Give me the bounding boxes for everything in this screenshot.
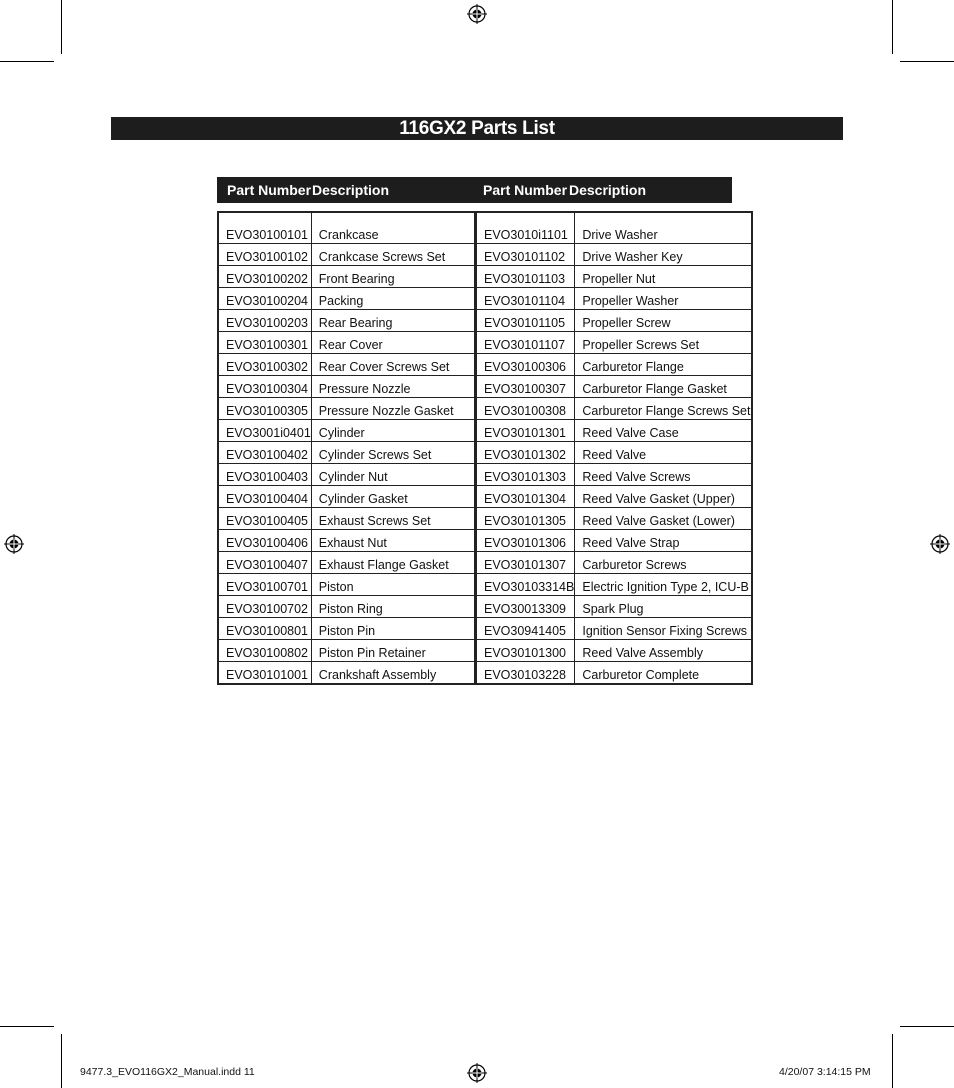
part-number-cell: EVO30100204 xyxy=(218,288,311,310)
description-cell: Exhaust Screws Set xyxy=(311,508,475,530)
table-row xyxy=(218,508,475,530)
table-row xyxy=(476,464,752,486)
description-cell: Reed Valve Gasket (Lower) xyxy=(575,508,752,530)
crop-mark xyxy=(900,1026,954,1027)
table-row xyxy=(218,486,475,508)
crop-mark xyxy=(900,61,954,62)
part-number-cell: EVO30100101 xyxy=(218,212,311,244)
parts-table-right xyxy=(475,211,753,685)
description-cell: Reed Valve Strap xyxy=(575,530,752,552)
description-cell: Rear Cover Screws Set xyxy=(311,354,475,376)
table-row xyxy=(218,212,475,244)
description-cell: Carburetor Flange Screws Set xyxy=(575,398,752,420)
part-number-cell: EVO30100402 xyxy=(218,442,311,464)
description-cell: Propeller Screw xyxy=(575,310,752,332)
part-number-cell: EVO30103228 xyxy=(476,662,575,685)
table-row xyxy=(218,310,475,332)
part-number-cell: EVO30100701 xyxy=(218,574,311,596)
part-number-cell: EVO30100405 xyxy=(218,508,311,530)
description-cell: Piston xyxy=(311,574,475,596)
description-cell: Carburetor Flange Gasket xyxy=(575,376,752,398)
part-number-cell: EVO30101001 xyxy=(218,662,311,685)
part-number-cell: EVO30101302 xyxy=(476,442,575,464)
description-cell: Drive Washer Key xyxy=(575,244,752,266)
description-cell: Reed Valve Screws xyxy=(575,464,752,486)
table-row xyxy=(218,618,475,640)
part-number-cell: EVO30101107 xyxy=(476,332,575,354)
table-row xyxy=(218,464,475,486)
registration-mark-icon xyxy=(467,1063,487,1083)
page-title: 116GX2 Parts List xyxy=(111,117,843,140)
part-number-cell: EVO30101300 xyxy=(476,640,575,662)
part-number-cell: EVO30100307 xyxy=(476,376,575,398)
file-slug: 9477.3_EVO116GX2_Manual.indd 11 xyxy=(80,1066,255,1078)
description-cell: Reed Valve Case xyxy=(575,420,752,442)
description-cell: Cylinder Nut xyxy=(311,464,475,486)
description-cell: Piston Ring xyxy=(311,596,475,618)
crop-mark xyxy=(892,0,893,54)
part-number-cell: EVO30100203 xyxy=(218,310,311,332)
table-row xyxy=(218,574,475,596)
part-number-cell: EVO30100202 xyxy=(218,266,311,288)
part-number-cell: EVO30103314B xyxy=(476,574,575,596)
description-cell: Pressure Nozzle Gasket xyxy=(311,398,475,420)
description-cell: Exhaust Flange Gasket xyxy=(311,552,475,574)
description-cell: Crankcase Screws Set xyxy=(311,244,475,266)
crop-mark xyxy=(0,61,54,62)
description-cell: Carburetor Complete xyxy=(575,662,752,685)
table-row xyxy=(476,288,752,310)
part-number-cell: EVO30101102 xyxy=(476,244,575,266)
description-cell: Carburetor Flange xyxy=(575,354,752,376)
table-row xyxy=(476,376,752,398)
part-number-cell: EVO30100404 xyxy=(218,486,311,508)
table-row xyxy=(218,530,475,552)
description-cell: Reed Valve Gasket (Upper) xyxy=(575,486,752,508)
part-number-cell: EVO30100406 xyxy=(218,530,311,552)
header-part-number-right: Part Number xyxy=(483,182,568,198)
description-cell: Cylinder Gasket xyxy=(311,486,475,508)
part-number-cell: EVO30100702 xyxy=(218,596,311,618)
part-number-cell: EVO3010i1101 xyxy=(476,212,575,244)
description-cell: Crankcase xyxy=(311,212,475,244)
table-row xyxy=(218,420,475,442)
registration-mark-icon xyxy=(4,534,24,554)
registration-mark-icon xyxy=(930,534,950,554)
part-number-cell: EVO30100306 xyxy=(476,354,575,376)
table-row xyxy=(476,486,752,508)
part-number-cell: EVO30101304 xyxy=(476,486,575,508)
registration-mark-icon xyxy=(467,4,487,24)
description-cell: Rear Bearing xyxy=(311,310,475,332)
description-cell: Carburetor Screws xyxy=(575,552,752,574)
part-number-cell: EVO30100801 xyxy=(218,618,311,640)
crop-mark xyxy=(0,1026,54,1027)
header-description-left: Description xyxy=(312,182,390,198)
table-row xyxy=(476,310,752,332)
description-cell: Crankshaft Assembly xyxy=(311,662,475,685)
table-row xyxy=(476,244,752,266)
table-row xyxy=(476,332,752,354)
table-row xyxy=(218,596,475,618)
description-cell: Front Bearing xyxy=(311,266,475,288)
part-number-cell: EVO3001i0401 xyxy=(218,420,311,442)
table-row xyxy=(476,662,752,685)
part-number-cell: EVO30101103 xyxy=(476,266,575,288)
description-cell: Exhaust Nut xyxy=(311,530,475,552)
table-row xyxy=(476,354,752,376)
description-cell: Spark Plug xyxy=(575,596,752,618)
table-row xyxy=(476,618,752,640)
description-cell: Reed Valve xyxy=(575,442,752,464)
description-cell: Piston Pin Retainer xyxy=(311,640,475,662)
table-row xyxy=(476,212,752,244)
crop-mark xyxy=(61,0,62,54)
part-number-cell: EVO30100308 xyxy=(476,398,575,420)
header-part-number-left: Part Number xyxy=(227,182,312,198)
table-row xyxy=(476,640,752,662)
part-number-cell: EVO30100305 xyxy=(218,398,311,420)
part-number-cell: EVO30941405 xyxy=(476,618,575,640)
table-row xyxy=(476,552,752,574)
table-row xyxy=(476,574,752,596)
table-row xyxy=(218,662,475,685)
part-number-cell: EVO30100407 xyxy=(218,552,311,574)
timestamp-slug: 4/20/07 3:14:15 PM xyxy=(779,1066,871,1078)
table-row xyxy=(476,596,752,618)
table-row xyxy=(218,354,475,376)
table-row xyxy=(218,266,475,288)
header-description-right: Description xyxy=(569,182,647,198)
table-row xyxy=(476,530,752,552)
table-row xyxy=(218,398,475,420)
part-number-cell: EVO30101305 xyxy=(476,508,575,530)
part-number-cell: EVO30100304 xyxy=(218,376,311,398)
description-cell: Pressure Nozzle xyxy=(311,376,475,398)
table-row xyxy=(476,420,752,442)
table-row xyxy=(476,442,752,464)
table-row xyxy=(218,244,475,266)
table-row xyxy=(218,288,475,310)
part-number-cell: EVO30101303 xyxy=(476,464,575,486)
table-row xyxy=(218,552,475,574)
table-row xyxy=(218,376,475,398)
description-cell: Electric Ignition Type 2, ICU-B xyxy=(575,574,752,596)
description-cell: Propeller Washer xyxy=(575,288,752,310)
part-number-cell: EVO30101306 xyxy=(476,530,575,552)
table-row xyxy=(476,398,752,420)
part-number-cell: EVO30101104 xyxy=(476,288,575,310)
description-cell: Ignition Sensor Fixing Screws xyxy=(575,618,752,640)
description-cell: Propeller Nut xyxy=(575,266,752,288)
part-number-cell: EVO30101301 xyxy=(476,420,575,442)
crop-mark xyxy=(892,1034,893,1088)
description-cell: Drive Washer xyxy=(575,212,752,244)
part-number-cell: EVO30100102 xyxy=(218,244,311,266)
part-number-cell: EVO30100403 xyxy=(218,464,311,486)
table-row xyxy=(476,266,752,288)
description-cell: Propeller Screws Set xyxy=(575,332,752,354)
description-cell: Cylinder xyxy=(311,420,475,442)
part-number-cell: EVO30013309 xyxy=(476,596,575,618)
table-row xyxy=(218,332,475,354)
description-cell: Cylinder Screws Set xyxy=(311,442,475,464)
description-cell: Piston Pin xyxy=(311,618,475,640)
crop-mark xyxy=(61,1034,62,1088)
table-header xyxy=(217,177,732,203)
description-cell: Packing xyxy=(311,288,475,310)
part-number-cell: EVO30100302 xyxy=(218,354,311,376)
description-cell: Reed Valve Assembly xyxy=(575,640,752,662)
part-number-cell: EVO30101307 xyxy=(476,552,575,574)
part-number-cell: EVO30100301 xyxy=(218,332,311,354)
table-row xyxy=(476,508,752,530)
part-number-cell: EVO30101105 xyxy=(476,310,575,332)
parts-table-left xyxy=(217,211,476,685)
table-row xyxy=(218,640,475,662)
table-row xyxy=(218,442,475,464)
part-number-cell: EVO30100802 xyxy=(218,640,311,662)
description-cell: Rear Cover xyxy=(311,332,475,354)
